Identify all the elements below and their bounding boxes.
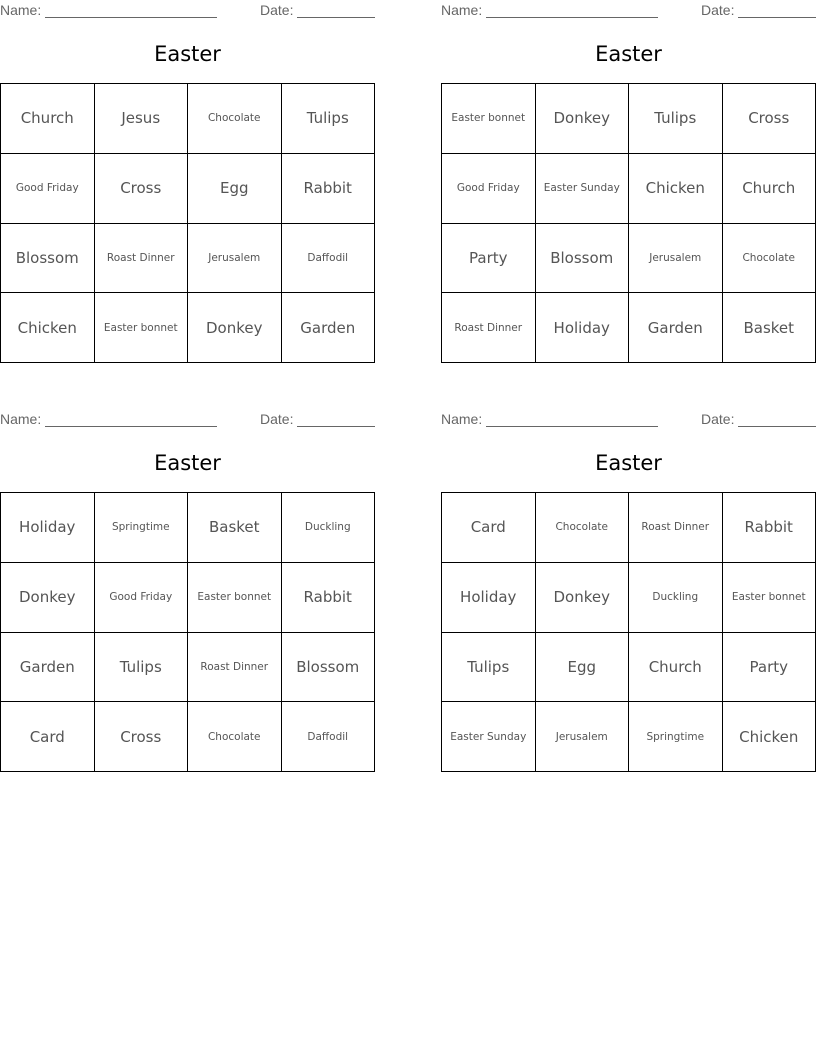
bingo-cell: Springtime (629, 702, 723, 772)
bingo-grid (0, 492, 375, 772)
card-title: Easter (595, 451, 662, 475)
name-label: Name: (441, 411, 483, 427)
bingo-cell: Duckling (282, 493, 376, 563)
bingo-cell: Chicken (629, 154, 723, 224)
bingo-cell: Duckling (629, 563, 723, 633)
bingo-cell: Holiday (442, 563, 536, 633)
card-title: Easter (154, 451, 221, 475)
bingo-card-4 (441, 409, 816, 746)
bingo-cell: Easter bonnet (723, 563, 816, 633)
bingo-cell: Jesus (95, 84, 189, 154)
bingo-cell: Easter bonnet (442, 84, 536, 154)
card-header (0, 0, 375, 22)
name-field-line (486, 426, 658, 427)
bingo-cell: Rabbit (282, 154, 376, 224)
bingo-cell: Blossom (536, 224, 630, 294)
name-field-line (45, 17, 217, 18)
name-label: Name: (0, 411, 42, 427)
bingo-cell: Donkey (1, 563, 95, 633)
bingo-cell: Rabbit (282, 563, 376, 633)
bingo-cell: Chicken (1, 293, 95, 363)
bingo-cell: Daffodil (282, 224, 376, 294)
bingo-cell: Basket (188, 493, 282, 563)
name-label: Name: (0, 2, 42, 18)
bingo-grid (441, 83, 816, 363)
bingo-cell: Chicken (723, 702, 816, 772)
bingo-cell: Daffodil (282, 702, 376, 772)
bingo-cell: Good Friday (95, 563, 189, 633)
date-field-line (297, 17, 375, 18)
bingo-cell: Church (629, 633, 723, 703)
bingo-cell: Church (723, 154, 816, 224)
bingo-cell: Chocolate (188, 702, 282, 772)
bingo-cell: Roast Dinner (188, 633, 282, 703)
bingo-cell: Easter bonnet (188, 563, 282, 633)
card-header (441, 409, 816, 431)
bingo-cell: Chocolate (188, 84, 282, 154)
date-field-line (297, 426, 375, 427)
bingo-cell: Roast Dinner (629, 493, 723, 563)
bingo-cell: Tulips (282, 84, 376, 154)
bingo-cell: Donkey (536, 563, 630, 633)
bingo-cell: Easter bonnet (95, 293, 189, 363)
bingo-cell: Tulips (95, 633, 189, 703)
date-label: Date: (260, 2, 294, 18)
bingo-cell: Chocolate (723, 224, 816, 294)
bingo-cell: Holiday (1, 493, 95, 563)
card-title: Easter (595, 42, 662, 66)
bingo-cell: Garden (629, 293, 723, 363)
date-label: Date: (701, 411, 735, 427)
date-label: Date: (701, 2, 735, 18)
bingo-cell: Tulips (629, 84, 723, 154)
date-field-line (738, 426, 816, 427)
bingo-card-1 (0, 0, 375, 337)
bingo-cell: Donkey (188, 293, 282, 363)
date-field-line (738, 17, 816, 18)
bingo-cell: Cross (95, 154, 189, 224)
bingo-cell: Springtime (95, 493, 189, 563)
bingo-cell: Jerusalem (188, 224, 282, 294)
bingo-cell: Roast Dinner (442, 293, 536, 363)
bingo-cell: Egg (536, 633, 630, 703)
bingo-cell: Garden (282, 293, 376, 363)
bingo-cell: Easter Sunday (442, 702, 536, 772)
bingo-cell: Donkey (536, 84, 630, 154)
bingo-cell: Garden (1, 633, 95, 703)
bingo-card-3 (0, 409, 375, 746)
bingo-cell: Good Friday (1, 154, 95, 224)
bingo-cell: Tulips (442, 633, 536, 703)
bingo-cell: Holiday (536, 293, 630, 363)
bingo-grid (441, 492, 816, 772)
bingo-cell: Egg (188, 154, 282, 224)
bingo-cell: Jerusalem (536, 702, 630, 772)
bingo-card-2 (441, 0, 816, 337)
bingo-cell: Roast Dinner (95, 224, 189, 294)
bingo-cell: Cross (95, 702, 189, 772)
bingo-cell: Good Friday (442, 154, 536, 224)
bingo-cell: Chocolate (536, 493, 630, 563)
card-header (441, 0, 816, 22)
bingo-cell: Blossom (282, 633, 376, 703)
bingo-cell: Party (723, 633, 816, 703)
name-field-line (486, 17, 658, 18)
name-label: Name: (441, 2, 483, 18)
bingo-cell: Party (442, 224, 536, 294)
bingo-cell: Blossom (1, 224, 95, 294)
bingo-cell: Easter Sunday (536, 154, 630, 224)
name-field-line (45, 426, 217, 427)
bingo-cell: Card (1, 702, 95, 772)
bingo-cell: Basket (723, 293, 816, 363)
bingo-cell: Cross (723, 84, 816, 154)
bingo-cell: Card (442, 493, 536, 563)
bingo-cell: Church (1, 84, 95, 154)
card-title: Easter (154, 42, 221, 66)
date-label: Date: (260, 411, 294, 427)
card-header (0, 409, 375, 431)
bingo-cell: Jerusalem (629, 224, 723, 294)
bingo-cell: Rabbit (723, 493, 816, 563)
bingo-grid (0, 83, 375, 363)
